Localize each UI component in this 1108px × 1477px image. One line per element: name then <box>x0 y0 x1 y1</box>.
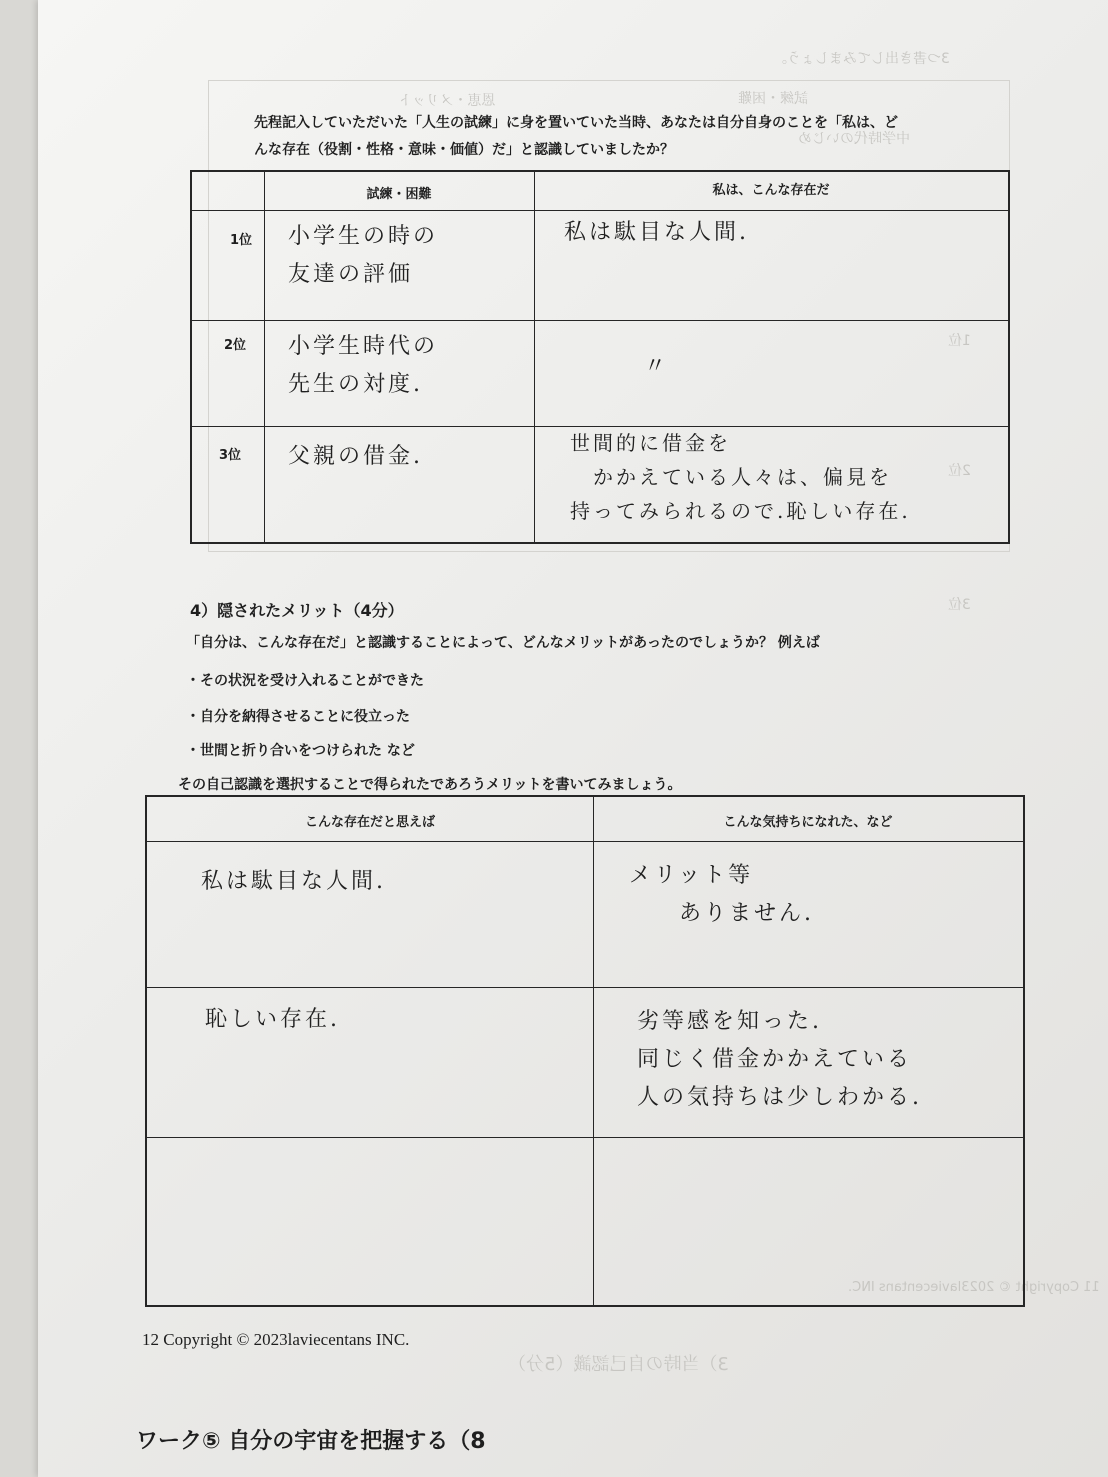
self-2-entry: 〃 <box>644 354 670 379</box>
row-divider <box>192 320 1008 321</box>
row-divider <box>147 1137 1023 1138</box>
ghost-header-b: 恩恵・メリット <box>398 93 496 109</box>
ghost-rank-2: 2位 <box>948 463 971 479</box>
intro-line-1: 先程記入していただいた「人生の試練」に身を置いていた当時、あなたは自分自身のことを「私は、ど <box>254 115 898 131</box>
ghost-right-copyright: 11 Copyright © 2023laviecentans INC. <box>848 1280 1100 1295</box>
self-1-entry: 私は駄目な人間. <box>564 220 749 245</box>
header-self: 私は、こんな存在だ <box>712 183 830 198</box>
ghost-text-top-right: 3つ書き出してみましょう。 <box>773 51 950 67</box>
feeling-2-entry: 劣等感を知った. 同じく借金かかえている 人の気持ちは少しわかる. <box>637 1009 922 1110</box>
trial-3-entry: 父親の借金. <box>288 444 423 469</box>
existence-2-entry: 恥しい存在. <box>205 1007 340 1032</box>
row-divider <box>147 841 1023 842</box>
rank-1-label: 1位 <box>230 233 253 248</box>
section-4-title: 4）隠されたメリット（4分） <box>190 601 404 620</box>
copyright-notice: 12 Copyright © 2023laviecentans INC. <box>142 1330 410 1349</box>
existence-1-entry: 私は駄目な人間. <box>201 869 386 894</box>
bullet-2: ・自分を納得させることに役立った <box>186 709 410 725</box>
rank-3-label: 3位 <box>219 448 242 463</box>
col-divider <box>264 172 265 542</box>
ghost-rank-1: 1位 <box>948 333 971 349</box>
ghost-header-c: 中学時代のいじめ <box>798 131 910 147</box>
bullet-1: ・その状況を受け入れることができた <box>186 673 424 689</box>
ghost-header-a: 試練・困難 <box>738 91 808 107</box>
feeling-1-entry: メリット等 ありません. <box>629 863 814 926</box>
row-divider <box>192 210 1008 211</box>
next-work-heading: ワーク⑤ 自分の宇宙を把握する（8 <box>136 1429 486 1454</box>
self-recognition-table <box>190 170 1010 544</box>
header-existence: こんな存在だと思えば <box>304 815 435 830</box>
trial-1-entry: 小学生の時の 友達の評価 <box>288 224 439 287</box>
trial-2-entry: 小学生時代の 先生の対度. <box>288 334 439 397</box>
row-divider <box>147 987 1023 988</box>
intro-question <box>254 110 1014 164</box>
ghost-rank-3: 3位 <box>948 597 971 613</box>
self-3-entry: 世間的に借金を かかえている人々は、偏見を 持ってみられるので.恥しい存在. <box>570 431 911 523</box>
rank-2-label: 2位 <box>224 338 247 353</box>
merit-table <box>145 795 1025 1307</box>
section-4-instruction: その自己認識を選択することで得られたであろうメリットを書いてみましょう。 <box>178 777 682 793</box>
ghost-bottom-heading: 3）当時の自己認識（5分） <box>508 1354 729 1375</box>
section-4-question: 「自分は、こんな存在だ」と認識することによって、どんなメリットがあったのでしょうか？ 例えば <box>186 635 820 651</box>
intro-line-2: んな存在（役割・性格・意味・価値）だ」と認識していましたか？ <box>254 142 674 158</box>
header-trial: 試練・困難 <box>366 187 432 202</box>
col-divider <box>534 172 535 542</box>
bullet-3: ・世間と折り合いをつけられた など <box>186 743 415 759</box>
col-divider <box>593 797 594 1305</box>
header-feeling: こんな気持ちになれた、など <box>723 815 893 830</box>
